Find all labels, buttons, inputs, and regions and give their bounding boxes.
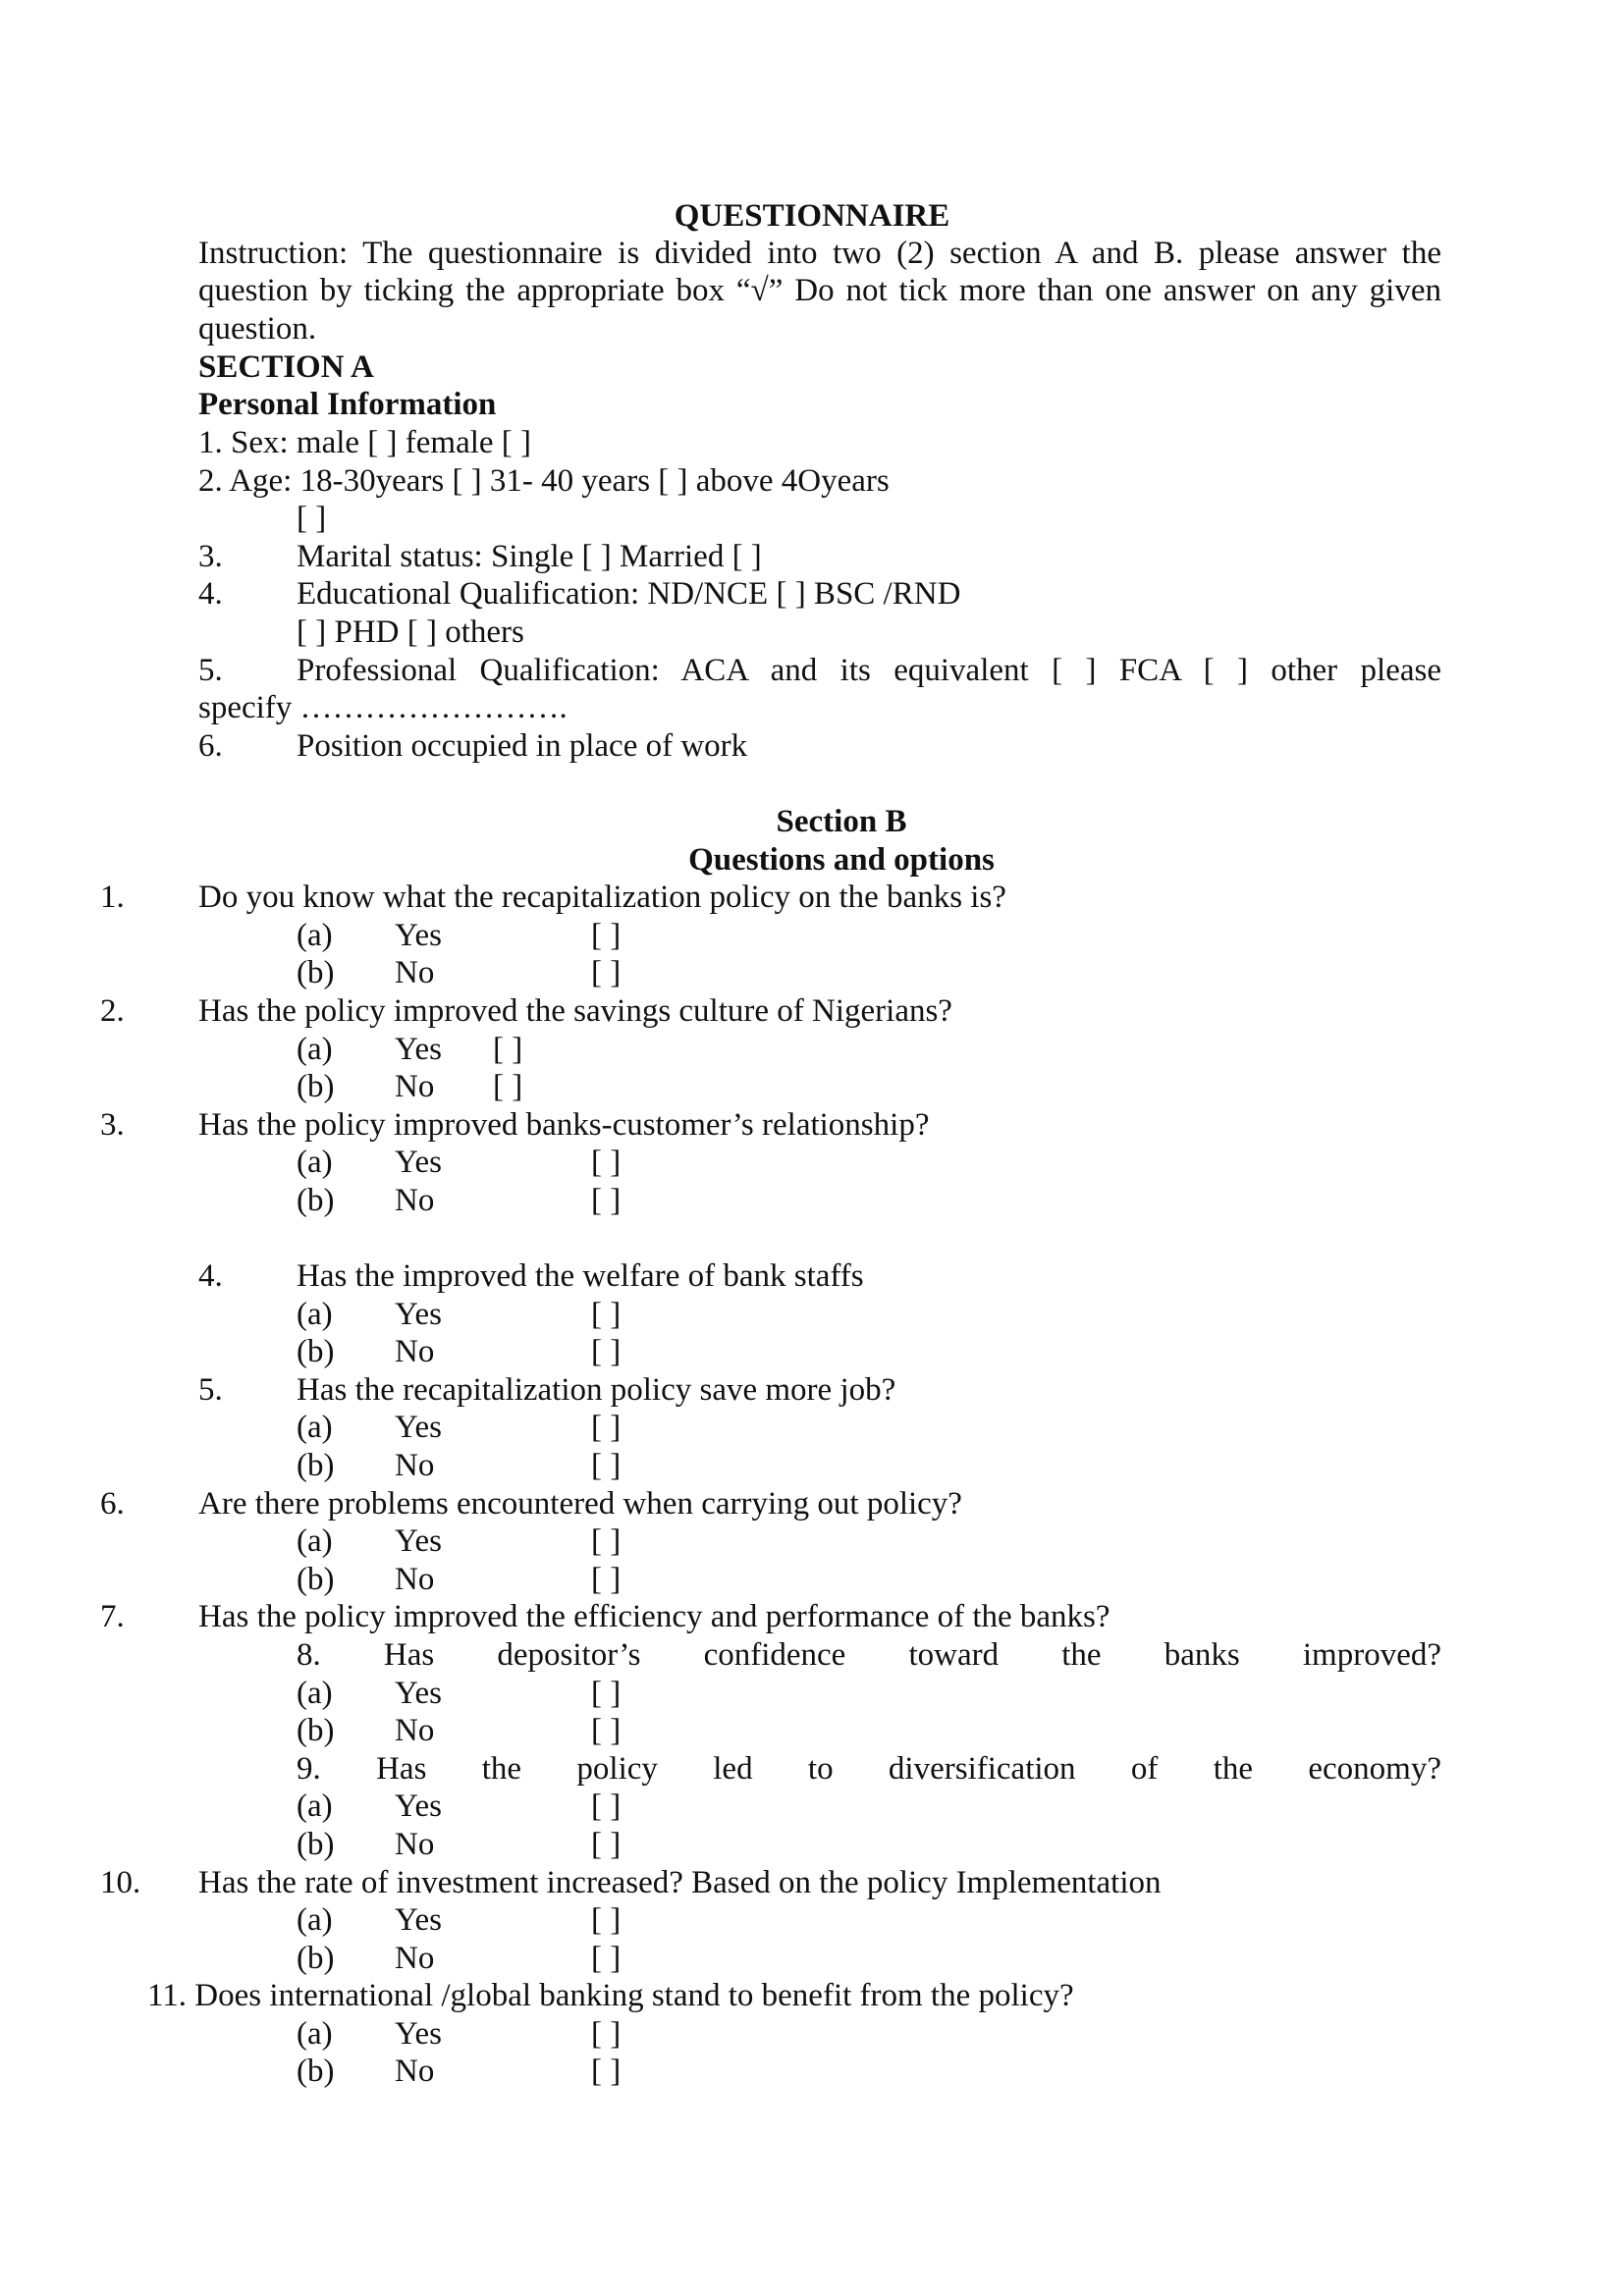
checkbox[interactable]: [ ] xyxy=(493,1032,523,1067)
checkbox[interactable]: [ ] xyxy=(591,1523,622,1559)
question-marital-num: 3. xyxy=(198,539,223,574)
option-label: (a) xyxy=(297,1676,333,1711)
option-no: No xyxy=(395,1334,435,1369)
b-question-2-num: 2. xyxy=(100,993,125,1029)
option-label: (a) xyxy=(297,2016,333,2052)
option-yes: Yes xyxy=(395,1676,443,1711)
checkbox[interactable]: [ ] xyxy=(591,1676,622,1711)
option-label: (a) xyxy=(297,918,333,953)
question-sex: 1. Sex: male [ ] female [ ] xyxy=(198,425,532,460)
option-label: (a) xyxy=(297,1032,333,1067)
b-question-6-num: 6. xyxy=(100,1486,125,1522)
checkbox[interactable]: [ ] xyxy=(591,1145,622,1180)
option-label: (b) xyxy=(297,1713,335,1748)
section-a-heading: SECTION A xyxy=(198,349,374,385)
option-label: (b) xyxy=(297,1334,335,1369)
option-no: No xyxy=(395,1448,435,1483)
b-question-10-num: 10. xyxy=(100,1865,141,1900)
checkbox[interactable]: [ ] xyxy=(591,1297,622,1332)
option-yes: Yes xyxy=(395,1297,443,1332)
b-question-11: 11. Does international /global banking stand to benefit from the policy? xyxy=(147,1978,1074,2013)
b-question-3-num: 3. xyxy=(100,1107,125,1143)
question-professional-num: 5. xyxy=(198,653,223,688)
option-label: (a) xyxy=(297,1297,333,1332)
option-label: (a) xyxy=(297,1902,333,1938)
question-position: Position occupied in place of work xyxy=(297,728,748,764)
checkbox[interactable]: [ ] xyxy=(591,1410,622,1445)
option-yes: Yes xyxy=(395,1032,443,1067)
checkbox[interactable]: [ ] xyxy=(591,1334,622,1369)
b-question-7-num: 7. xyxy=(100,1599,125,1634)
question-marital: Marital status: Single [ ] Married [ ] xyxy=(297,539,762,574)
question-professional-specify: specify ……………………. xyxy=(198,690,568,725)
b-question-4: Has the improved the welfare of bank staffs xyxy=(297,1258,864,1294)
b-question-1-num: 1. xyxy=(100,880,125,915)
b-question-5-num: 5. xyxy=(198,1372,223,1408)
option-label: (b) xyxy=(297,1941,335,1976)
checkbox[interactable]: [ ] xyxy=(591,2016,622,2052)
option-label: (a) xyxy=(297,1789,333,1824)
question-education-cont: [ ] PHD [ ] others xyxy=(297,614,524,650)
question-age-box: [ ] xyxy=(297,501,327,536)
option-yes: Yes xyxy=(395,1145,443,1180)
instruction-line-2: question by ticking the appropriate box “√” Do not tick more than one answer on any given xyxy=(198,273,1441,308)
b-question-10: Has the rate of investment increased? Based on the policy Implementation xyxy=(198,1865,1162,1900)
option-no: No xyxy=(395,2054,435,2089)
option-yes: Yes xyxy=(395,1789,443,1824)
checkbox[interactable]: [ ] xyxy=(591,1562,622,1597)
b-question-3: Has the policy improved banks-customer’s relationship? xyxy=(198,1107,930,1143)
checkbox[interactable]: [ ] xyxy=(591,1941,622,1976)
option-yes: Yes xyxy=(395,1410,443,1445)
instruction-line-1: Instruction: The questionnaire is divided into two (2) section A and B. please answer the xyxy=(198,236,1441,271)
section-b-heading: Section B xyxy=(776,804,907,839)
option-label: (b) xyxy=(297,1069,335,1104)
checkbox[interactable]: [ ] xyxy=(591,1183,622,1218)
option-label: (b) xyxy=(297,2054,335,2089)
option-label: (b) xyxy=(297,1562,335,1597)
option-no: No xyxy=(395,1713,435,1748)
option-label: (a) xyxy=(297,1145,333,1180)
option-label: (b) xyxy=(297,955,335,990)
b-question-7: Has the policy improved the efficiency and performance of the banks? xyxy=(198,1599,1110,1634)
b-question-9: 9. Has the policy led to diversification of the economy? xyxy=(297,1751,1441,1787)
checkbox[interactable]: [ ] xyxy=(591,1713,622,1748)
question-professional: Professional Qualification: ACA and its equivalent [ ] FCA [ ] other please xyxy=(297,653,1441,688)
checkbox[interactable]: [ ] xyxy=(591,2054,622,2089)
option-yes: Yes xyxy=(395,918,443,953)
question-education-num: 4. xyxy=(198,576,223,612)
b-question-6: Are there problems encountered when carrying out policy? xyxy=(198,1486,962,1522)
option-no: No xyxy=(395,1183,435,1218)
b-question-2: Has the policy improved the savings culture of Nigerians? xyxy=(198,993,952,1029)
checkbox[interactable]: [ ] xyxy=(591,1789,622,1824)
section-b-subheading: Questions and options xyxy=(688,842,995,878)
question-position-num: 6. xyxy=(198,728,223,764)
option-label: (b) xyxy=(297,1183,335,1218)
instruction-line-3: question. xyxy=(198,311,317,347)
option-label: (a) xyxy=(297,1523,333,1559)
b-question-1: Do you know what the recapitalization policy on the banks is? xyxy=(198,880,1006,915)
checkbox[interactable]: [ ] xyxy=(591,1448,622,1483)
checkbox[interactable]: [ ] xyxy=(493,1069,523,1104)
checkbox[interactable]: [ ] xyxy=(591,1902,622,1938)
checkbox[interactable]: [ ] xyxy=(591,1827,622,1862)
question-age: 2. Age: 18-30years [ ] 31- 40 years [ ] above 4Oyears xyxy=(198,463,890,499)
option-no: No xyxy=(395,955,435,990)
page-title: QUESTIONNAIRE xyxy=(674,198,950,234)
question-education: Educational Qualification: ND/NCE [ ] BSC /RND xyxy=(297,576,961,612)
option-label: (b) xyxy=(297,1448,335,1483)
checkbox[interactable]: [ ] xyxy=(591,955,622,990)
b-question-4-num: 4. xyxy=(198,1258,223,1294)
option-yes: Yes xyxy=(395,1523,443,1559)
checkbox[interactable]: [ ] xyxy=(591,918,622,953)
option-label: (b) xyxy=(297,1827,335,1862)
personal-info-heading: Personal Information xyxy=(198,387,497,422)
option-label: (a) xyxy=(297,1410,333,1445)
b-question-5: Has the recapitalization policy save more job? xyxy=(297,1372,896,1408)
option-yes: Yes xyxy=(395,1902,443,1938)
option-no: No xyxy=(395,1562,435,1597)
option-no: No xyxy=(395,1827,435,1862)
b-question-8: 8. Has depositor’s confidence toward the banks improved? xyxy=(297,1637,1441,1673)
option-yes: Yes xyxy=(395,2016,443,2052)
option-no: No xyxy=(395,1941,435,1976)
option-no: No xyxy=(395,1069,435,1104)
